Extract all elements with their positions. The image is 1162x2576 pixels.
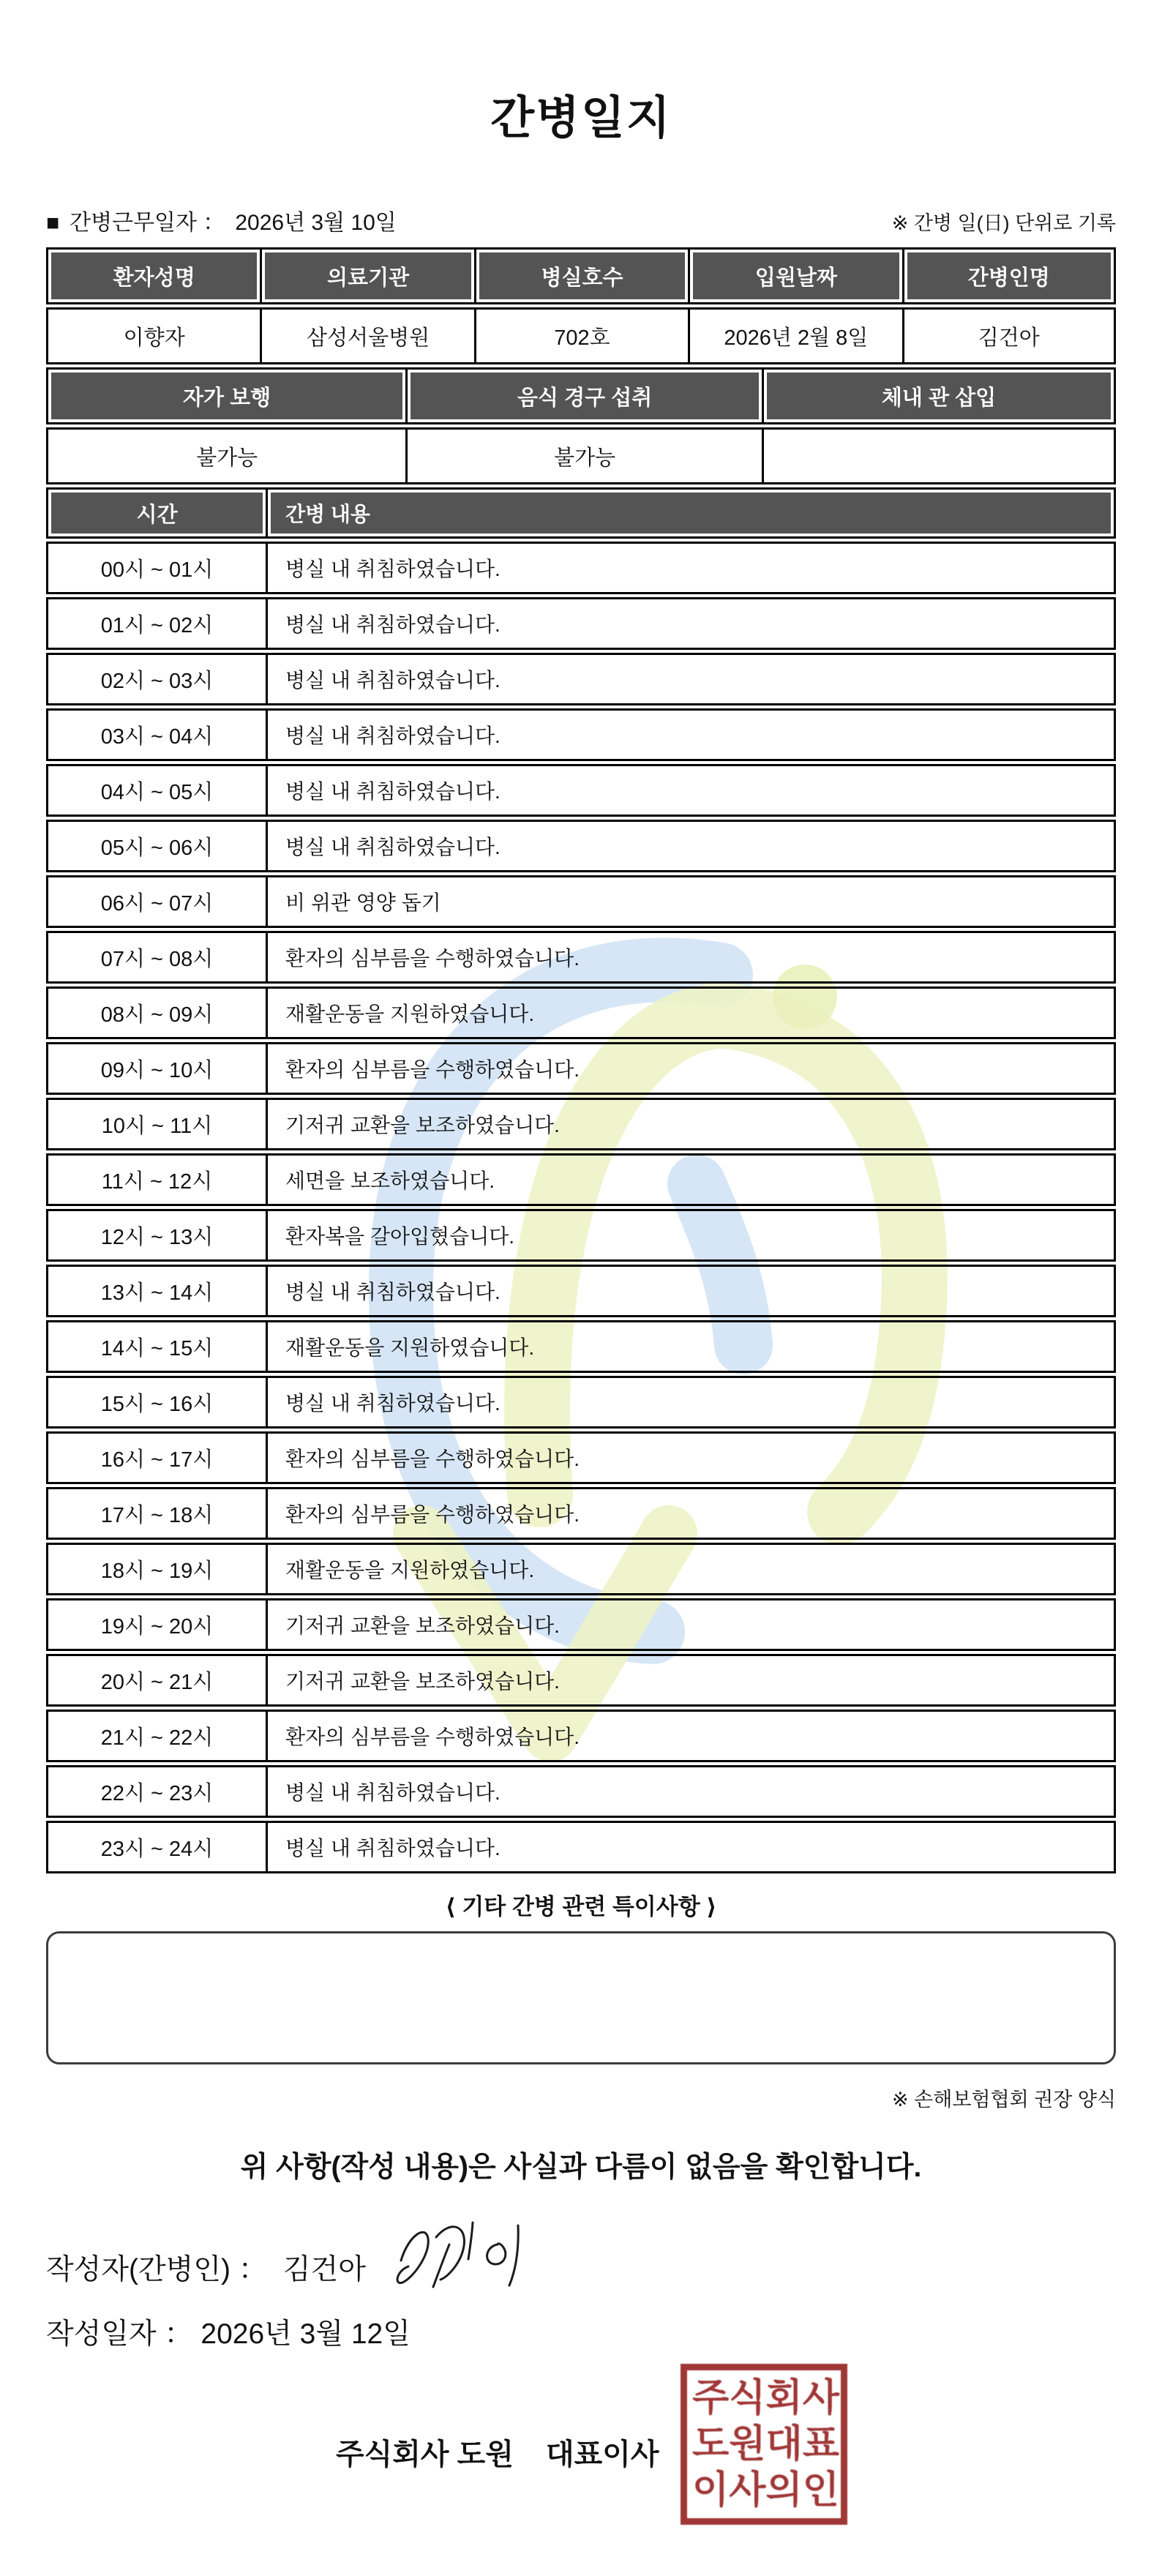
care-log-cell: 02시 ~ 03시 [46, 653, 266, 705]
care-log-cell: 재활운동을 지원하였습니다. [266, 1320, 1116, 1373]
care-log-cell: 기저귀 교환을 보조하였습니다. [266, 1654, 1116, 1707]
patient-info-cell: 2026년 2월 8일 [688, 307, 902, 364]
care-log-cell: 병실 내 취침하였습니다. [266, 1376, 1116, 1429]
care-log-cell: 병실 내 취침하였습니다. [266, 820, 1116, 872]
condition-cell: 불가능 [46, 427, 405, 484]
care-log-row [46, 1209, 1116, 1262]
form-recommendation-note: ※ 손해보험협회 권장 양식 [892, 2089, 1116, 2111]
care-log-cell: 환자복을 갈아입혔습니다. [266, 1209, 1116, 1262]
care-log-cell: 17시 ~ 18시 [46, 1487, 266, 1540]
care-log-cell: 22시 ~ 23시 [46, 1765, 266, 1818]
care-log-header-cell: 시간 [46, 487, 266, 539]
company-line [336, 2431, 659, 2473]
care-log-row [46, 487, 1116, 539]
stamp-char: 사 [729, 2469, 766, 2512]
care-log-cell: 21시 ~ 22시 [46, 1710, 266, 1762]
condition-row [46, 367, 1116, 424]
page-title: 간병일지 [490, 93, 672, 143]
square-bullet-icon: ■ [46, 211, 60, 235]
care-log-cell: 06시 ~ 07시 [46, 875, 266, 928]
stamp-text-row [692, 2376, 839, 2420]
unit-note: ※ 간병 일(日) 단위로 기록 [891, 212, 1116, 234]
patient-info-header-cell: 병실호수 [474, 247, 688, 304]
stamp-text-row [692, 2422, 839, 2466]
care-log-cell: 01시 ~ 02시 [46, 597, 266, 650]
written-date-label: 작성일자 ： [46, 2318, 193, 2350]
stamp-text-row [692, 2468, 839, 2512]
care-log-row [46, 875, 1116, 928]
care-log-row [46, 986, 1116, 1039]
patient-info-cell: 김건아 [902, 307, 1116, 364]
care-log-cell: 환자의 심부름을 수행하였습니다. [266, 1487, 1116, 1540]
care-log-cell: 재활운동을 지원하였습니다. [266, 1543, 1116, 1595]
care-log-cell: 병실 내 취침하였습니다. [266, 708, 1116, 761]
care-log-cell: 20시 ~ 21시 [46, 1654, 266, 1707]
patient-info-cell: 이향자 [46, 307, 260, 364]
care-log-row [46, 597, 1116, 650]
care-log-cell: 병실 내 취침하였습니다. [266, 597, 1116, 650]
written-date-line [46, 2311, 1116, 2352]
care-log-row [46, 708, 1116, 761]
work-date-value: 2026년 3월 10일 [235, 211, 397, 235]
patient-info-cell: 702호 [474, 307, 688, 364]
stamp-char: 도 [692, 2423, 730, 2465]
stamp-char: 의 [765, 2469, 803, 2512]
patient-info-header-cell: 의료기관 [260, 247, 473, 304]
care-log-cell: 세면을 보조하였습니다. [266, 1153, 1116, 1206]
condition-header-cell: 체내 관 삽입 [762, 367, 1116, 424]
patient-info-header-cell: 환자성명 [46, 247, 260, 304]
care-log-cell: 18시 ~ 19시 [46, 1543, 266, 1595]
care-log-cell: 05시 ~ 06시 [46, 820, 266, 872]
care-log-row [46, 820, 1116, 872]
care-log-cell: 병실 내 취침하였습니다. [266, 653, 1116, 705]
ceo-title: 대표이사 [545, 2438, 659, 2471]
care-log-cell: 00시 ~ 01시 [46, 542, 266, 594]
care-log-row [46, 1042, 1116, 1095]
writer-label: 작성자(간병인) ： [46, 2254, 267, 2285]
care-log-cell: 병실 내 취침하였습니다. [266, 1821, 1116, 1873]
patient-info-cell: 삼성서울병원 [260, 307, 473, 364]
care-log-cell: 11시 ~ 12시 [46, 1153, 266, 1206]
care-log-row [46, 1376, 1116, 1429]
care-log-cell: 07시 ~ 08시 [46, 931, 266, 984]
care-log-cell: 환자의 심부름을 수행하였습니다. [266, 1710, 1116, 1762]
care-log-row [46, 1265, 1116, 1317]
care-log-cell: 15시 ~ 16시 [46, 1376, 266, 1429]
writer-name: 김건아 [282, 2254, 366, 2285]
handwritten-signature [391, 2214, 544, 2302]
care-log-cell: 병실 내 취침하였습니다. [266, 542, 1116, 594]
care-log-cell: 19시 ~ 20시 [46, 1598, 266, 1651]
condition-header-cell: 음식 경구 섭취 [405, 367, 762, 424]
patient-info-row [46, 307, 1116, 364]
care-log-row [46, 764, 1116, 817]
patient-condition-table [46, 367, 1116, 484]
work-date-line [46, 209, 397, 237]
patient-info-header-cell: 간병인명 [902, 247, 1116, 304]
care-log-row [46, 931, 1116, 984]
care-log-row [46, 1710, 1116, 1762]
care-log-row [46, 1153, 1116, 1206]
care-log-cell: 08시 ~ 09시 [46, 986, 266, 1039]
special-notes-box [46, 1931, 1116, 2064]
care-log-row [46, 542, 1116, 594]
care-log-cell: 병실 내 취침하였습니다. [266, 1765, 1116, 1818]
confirmation-statement: 위 사항(작성 내용)은 사실과 다름이 없음을 확인합니다. [240, 2152, 922, 2183]
stamp-char: 원 [729, 2423, 766, 2465]
patient-info-table [46, 247, 1116, 364]
patient-info-header-cell: 입원날짜 [688, 247, 902, 304]
care-log-row [46, 1320, 1116, 1373]
care-log-row [46, 1543, 1116, 1595]
stamp-char: 이 [692, 2469, 730, 2512]
work-date-label: 간병근무일자 ： [70, 211, 225, 235]
care-log-cell: 14시 ~ 15시 [46, 1320, 266, 1373]
writer-line [46, 2247, 1116, 2288]
care-log-cell: 병실 내 취침하였습니다. [266, 1265, 1116, 1317]
condition-cell: 불가능 [405, 427, 762, 484]
corporate-seal-stamp [681, 2364, 847, 2525]
care-log-header-cell: 간병 내용 [266, 487, 1116, 539]
care-log-row [46, 1654, 1116, 1707]
care-log-table [46, 487, 1116, 1873]
meta-row [46, 209, 1116, 237]
care-log-row [46, 653, 1116, 705]
condition-header-cell: 자가 보행 [46, 367, 405, 424]
care-log-cell: 환자의 심부름을 수행하였습니다. [266, 931, 1116, 984]
care-log-cell: 환자의 심부름을 수행하였습니다. [266, 1042, 1116, 1095]
care-log-cell: 기저귀 교환을 보조하였습니다. [266, 1098, 1116, 1150]
patient-info-row [46, 247, 1116, 304]
care-log-row [46, 1431, 1116, 1484]
notes-section-title: ⟨ 기타 간병 관련 특이사항 ⟩ [445, 1894, 717, 1920]
stamp-char: 식 [729, 2377, 766, 2419]
written-date-value: 2026년 3월 12일 [200, 2318, 411, 2350]
stamp-char: 회 [765, 2377, 803, 2419]
care-log-cell: 09시 ~ 10시 [46, 1042, 266, 1095]
care-log-cell: 13시 ~ 14시 [46, 1265, 266, 1317]
care-log-cell: 16시 ~ 17시 [46, 1431, 266, 1484]
care-log-row [46, 1821, 1116, 1873]
care-log-cell: 23시 ~ 24시 [46, 1821, 266, 1873]
care-log-row [46, 1765, 1116, 1818]
condition-row [46, 427, 1116, 484]
stamp-char: 표 [802, 2423, 839, 2465]
care-log-cell: 04시 ~ 05시 [46, 764, 266, 817]
stamp-char: 사 [802, 2377, 839, 2419]
company-name: 주식회사 도원 [336, 2438, 514, 2471]
care-log-row [46, 1487, 1116, 1540]
condition-cell [762, 427, 1116, 484]
care-log-cell: 비 위관 영양 돕기 [266, 875, 1116, 928]
care-log-cell: 환자의 심부름을 수행하였습니다. [266, 1431, 1116, 1484]
care-log-cell: 병실 내 취침하였습니다. [266, 764, 1116, 817]
stamp-char: 대 [765, 2423, 803, 2465]
care-log-row [46, 1098, 1116, 1150]
company-seal-block [46, 2364, 1116, 2539]
care-log-cell: 재활운동을 지원하였습니다. [266, 986, 1116, 1039]
care-log-cell: 기저귀 교환을 보조하였습니다. [266, 1598, 1116, 1651]
care-log-cell: 03시 ~ 04시 [46, 708, 266, 761]
care-log-cell: 10시 ~ 11시 [46, 1098, 266, 1150]
care-log-row [46, 1598, 1116, 1651]
stamp-char: 인 [802, 2469, 839, 2512]
care-log-cell: 12시 ~ 13시 [46, 1209, 266, 1262]
stamp-char: 주 [692, 2377, 730, 2419]
